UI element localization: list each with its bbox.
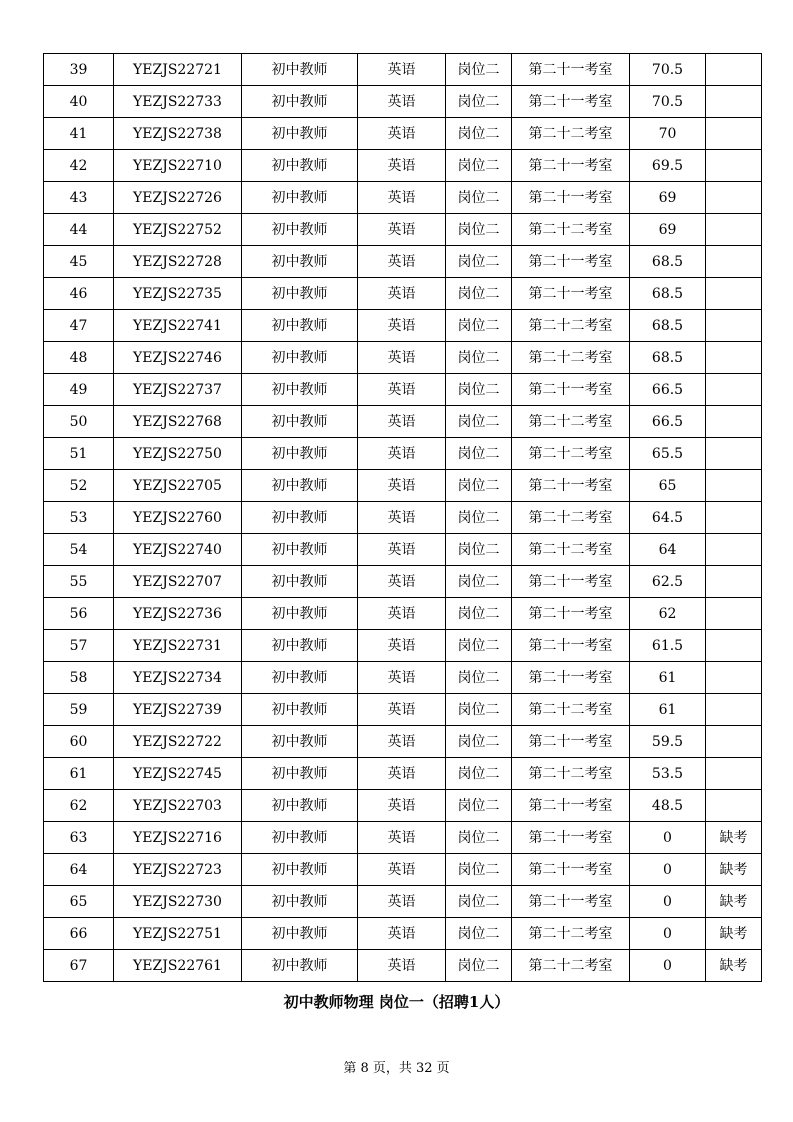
score-cell: 65 [630,470,706,502]
remark-cell [706,374,762,406]
exam-room-cell: 第二十一考室 [512,566,630,598]
exam-id-cell: YEZJS22731 [114,630,242,662]
exam-room-cell: 第二十一考室 [512,886,630,918]
remark-cell [706,726,762,758]
row-number-cell: 48 [44,342,114,374]
position-type-cell: 初中教师 [242,470,358,502]
row-number-cell: 66 [44,918,114,950]
position-type-cell: 初中教师 [242,918,358,950]
remark-cell [706,406,762,438]
exam-id-cell: YEZJS22760 [114,502,242,534]
exam-room-cell: 第二十一考室 [512,790,630,822]
row-number-cell: 57 [44,630,114,662]
subject-cell: 英语 [358,918,446,950]
exam-id-cell: YEZJS22738 [114,118,242,150]
subject-cell: 英语 [358,374,446,406]
score-cell: 59.5 [630,726,706,758]
position-type-cell: 初中教师 [242,310,358,342]
exam-room-cell: 第二十二考室 [512,694,630,726]
subject-cell: 英语 [358,854,446,886]
exam-room-cell: 第二十一考室 [512,374,630,406]
exam-id-cell: YEZJS22741 [114,310,242,342]
row-number-cell: 53 [44,502,114,534]
exam-id-cell: YEZJS22746 [114,342,242,374]
remark-cell: 缺考 [706,918,762,950]
table-row [44,630,762,662]
post-cell: 岗位二 [446,310,512,342]
exam-room-cell: 第二十二考室 [512,438,630,470]
exam-room-cell: 第二十二考室 [512,406,630,438]
position-type-cell: 初中教师 [242,246,358,278]
exam-room-cell: 第二十二考室 [512,534,630,566]
row-number-cell: 51 [44,438,114,470]
row-number-cell: 62 [44,790,114,822]
post-cell: 岗位二 [446,182,512,214]
table-row [44,598,762,630]
post-cell: 岗位二 [446,662,512,694]
exam-room-cell: 第二十一考室 [512,854,630,886]
score-cell: 68.5 [630,310,706,342]
results-table-body [44,54,762,982]
remark-cell [706,566,762,598]
post-cell: 岗位二 [446,566,512,598]
position-type-cell: 初中教师 [242,758,358,790]
exam-id-cell: YEZJS22740 [114,534,242,566]
exam-id-cell: YEZJS22722 [114,726,242,758]
post-cell: 岗位二 [446,598,512,630]
exam-room-cell: 第二十一考室 [512,150,630,182]
exam-id-cell: YEZJS22761 [114,950,242,982]
row-number-cell: 59 [44,694,114,726]
score-cell: 48.5 [630,790,706,822]
remark-cell [706,54,762,86]
post-cell: 岗位二 [446,854,512,886]
exam-id-cell: YEZJS22768 [114,406,242,438]
row-number-cell: 47 [44,310,114,342]
table-row [44,470,762,502]
row-number-cell: 61 [44,758,114,790]
post-cell: 岗位二 [446,54,512,86]
score-cell: 66.5 [630,374,706,406]
remark-cell [706,342,762,374]
table-row [44,854,762,886]
exam-id-cell: YEZJS22721 [114,54,242,86]
remark-cell: 缺考 [706,854,762,886]
score-cell: 68.5 [630,278,706,310]
score-cell: 62 [630,598,706,630]
post-cell: 岗位二 [446,694,512,726]
row-number-cell: 49 [44,374,114,406]
exam-room-cell: 第二十一考室 [512,86,630,118]
remark-cell [706,182,762,214]
position-type-cell: 初中教师 [242,502,358,534]
row-number-cell: 55 [44,566,114,598]
table-row [44,406,762,438]
post-cell: 岗位二 [446,374,512,406]
score-cell: 61 [630,694,706,726]
table-row [44,502,762,534]
row-number-cell: 45 [44,246,114,278]
subject-cell: 英语 [358,598,446,630]
table-row [44,726,762,758]
position-type-cell: 初中教师 [242,214,358,246]
table-row [44,534,762,566]
subject-cell: 英语 [358,54,446,86]
subject-cell: 英语 [358,342,446,374]
exam-room-cell: 第二十一考室 [512,246,630,278]
exam-id-cell: YEZJS22703 [114,790,242,822]
score-cell: 66.5 [630,406,706,438]
exam-id-cell: YEZJS22710 [114,150,242,182]
exam-room-cell: 第二十二考室 [512,950,630,982]
position-type-cell: 初中教师 [242,150,358,182]
remark-cell [706,662,762,694]
exam-id-cell: YEZJS22739 [114,694,242,726]
position-type-cell: 初中教师 [242,886,358,918]
remark-cell: 缺考 [706,822,762,854]
post-cell: 岗位二 [446,918,512,950]
exam-id-cell: YEZJS22728 [114,246,242,278]
exam-room-cell: 第二十一考室 [512,822,630,854]
position-type-cell: 初中教师 [242,950,358,982]
subject-cell: 英语 [358,182,446,214]
position-type-cell: 初中教师 [242,406,358,438]
post-cell: 岗位二 [446,950,512,982]
table-row [44,182,762,214]
remark-cell: 缺考 [706,950,762,982]
position-type-cell: 初中教师 [242,598,358,630]
position-type-cell: 初中教师 [242,118,358,150]
post-cell: 岗位二 [446,86,512,118]
remark-cell [706,86,762,118]
exam-room-cell: 第二十二考室 [512,758,630,790]
exam-id-cell: YEZJS22735 [114,278,242,310]
table-row [44,694,762,726]
section-title: 初中教师物理 岗位一（招聘1人） [283,993,510,1011]
score-cell: 69 [630,182,706,214]
row-number-cell: 46 [44,278,114,310]
row-number-cell: 54 [44,534,114,566]
score-cell: 0 [630,854,706,886]
post-cell: 岗位二 [446,150,512,182]
row-number-cell: 63 [44,822,114,854]
exam-id-cell: YEZJS22705 [114,470,242,502]
row-number-cell: 41 [44,118,114,150]
exam-id-cell: YEZJS22752 [114,214,242,246]
table-row [44,950,762,982]
post-cell: 岗位二 [446,534,512,566]
exam-id-cell: YEZJS22723 [114,854,242,886]
score-cell: 0 [630,822,706,854]
position-type-cell: 初中教师 [242,694,358,726]
subject-cell: 英语 [358,278,446,310]
subject-cell: 英语 [358,662,446,694]
score-cell: 0 [630,950,706,982]
score-cell: 70.5 [630,86,706,118]
remark-cell [706,246,762,278]
page-footer: 第 8 页，共 32 页 [343,1061,450,1076]
exam-id-cell: YEZJS22733 [114,86,242,118]
exam-room-cell: 第二十一考室 [512,598,630,630]
subject-cell: 英语 [358,726,446,758]
remark-cell [706,278,762,310]
post-cell: 岗位二 [446,726,512,758]
table-row [44,246,762,278]
score-cell: 61 [630,662,706,694]
table-row [44,150,762,182]
exam-room-cell: 第二十一考室 [512,662,630,694]
post-cell: 岗位二 [446,822,512,854]
table-row [44,86,762,118]
exam-id-cell: YEZJS22726 [114,182,242,214]
subject-cell: 英语 [358,438,446,470]
table-row [44,662,762,694]
position-type-cell: 初中教师 [242,534,358,566]
remark-cell [706,438,762,470]
score-cell: 65.5 [630,438,706,470]
remark-cell [706,502,762,534]
row-number-cell: 40 [44,86,114,118]
exam-room-cell: 第二十一考室 [512,54,630,86]
row-number-cell: 64 [44,854,114,886]
subject-cell: 英语 [358,86,446,118]
remark-cell [706,470,762,502]
post-cell: 岗位二 [446,790,512,822]
exam-room-cell: 第二十一考室 [512,182,630,214]
post-cell: 岗位二 [446,470,512,502]
position-type-cell: 初中教师 [242,54,358,86]
score-cell: 69 [630,214,706,246]
exam-id-cell: YEZJS22751 [114,918,242,950]
position-type-cell: 初中教师 [242,86,358,118]
exam-id-cell: YEZJS22737 [114,374,242,406]
table-row [44,214,762,246]
table-row [44,790,762,822]
score-cell: 70.5 [630,54,706,86]
row-number-cell: 67 [44,950,114,982]
post-cell: 岗位二 [446,502,512,534]
post-cell: 岗位二 [446,630,512,662]
position-type-cell: 初中教师 [242,854,358,886]
subject-cell: 英语 [358,470,446,502]
subject-cell: 英语 [358,534,446,566]
exam-room-cell: 第二十一考室 [512,278,630,310]
exam-room-cell: 第二十一考室 [512,470,630,502]
position-type-cell: 初中教师 [242,278,358,310]
table-row [44,118,762,150]
exam-id-cell: YEZJS22750 [114,438,242,470]
position-type-cell: 初中教师 [242,630,358,662]
score-cell: 69.5 [630,150,706,182]
subject-cell: 英语 [358,214,446,246]
exam-id-cell: YEZJS22707 [114,566,242,598]
position-type-cell: 初中教师 [242,822,358,854]
remark-cell [706,694,762,726]
score-cell: 64 [630,534,706,566]
exam-room-cell: 第二十二考室 [512,342,630,374]
post-cell: 岗位二 [446,406,512,438]
remark-cell: 缺考 [706,886,762,918]
row-number-cell: 39 [44,54,114,86]
table-row [44,438,762,470]
row-number-cell: 60 [44,726,114,758]
row-number-cell: 52 [44,470,114,502]
post-cell: 岗位二 [446,886,512,918]
row-number-cell: 65 [44,886,114,918]
subject-cell: 英语 [358,118,446,150]
table-row [44,918,762,950]
subject-cell: 英语 [358,566,446,598]
score-cell: 0 [630,886,706,918]
exam-room-cell: 第二十一考室 [512,630,630,662]
table-row [44,54,762,86]
remark-cell [706,118,762,150]
subject-cell: 英语 [358,758,446,790]
row-number-cell: 58 [44,662,114,694]
score-cell: 61.5 [630,630,706,662]
exam-id-cell: YEZJS22734 [114,662,242,694]
score-cell: 0 [630,918,706,950]
position-type-cell: 初中教师 [242,182,358,214]
table-row [44,566,762,598]
subject-cell: 英语 [358,822,446,854]
exam-id-cell: YEZJS22716 [114,822,242,854]
subject-cell: 英语 [358,950,446,982]
score-cell: 53.5 [630,758,706,790]
subject-cell: 英语 [358,502,446,534]
subject-cell: 英语 [358,790,446,822]
exam-room-cell: 第二十一考室 [512,726,630,758]
exam-room-cell: 第二十二考室 [512,310,630,342]
remark-cell [706,214,762,246]
exam-room-cell: 第二十二考室 [512,214,630,246]
remark-cell [706,790,762,822]
row-number-cell: 50 [44,406,114,438]
exam-id-cell: YEZJS22736 [114,598,242,630]
position-type-cell: 初中教师 [242,662,358,694]
exam-id-cell: YEZJS22730 [114,886,242,918]
remark-cell [706,630,762,662]
position-type-cell: 初中教师 [242,438,358,470]
subject-cell: 英语 [358,246,446,278]
subject-cell: 英语 [358,694,446,726]
results-table [43,53,762,982]
exam-room-cell: 第二十二考室 [512,118,630,150]
row-number-cell: 42 [44,150,114,182]
row-number-cell: 43 [44,182,114,214]
post-cell: 岗位二 [446,214,512,246]
exam-room-cell: 第二十二考室 [512,502,630,534]
table-row [44,342,762,374]
post-cell: 岗位二 [446,438,512,470]
score-cell: 62.5 [630,566,706,598]
score-cell: 68.5 [630,342,706,374]
subject-cell: 英语 [358,630,446,662]
score-cell: 64.5 [630,502,706,534]
post-cell: 岗位二 [446,342,512,374]
position-type-cell: 初中教师 [242,566,358,598]
position-type-cell: 初中教师 [242,726,358,758]
score-cell: 70 [630,118,706,150]
post-cell: 岗位二 [446,278,512,310]
exam-room-cell: 第二十二考室 [512,918,630,950]
score-cell: 68.5 [630,246,706,278]
subject-cell: 英语 [358,150,446,182]
remark-cell [706,598,762,630]
table-row [44,374,762,406]
remark-cell [706,534,762,566]
table-row [44,278,762,310]
post-cell: 岗位二 [446,118,512,150]
table-row [44,310,762,342]
exam-id-cell: YEZJS22745 [114,758,242,790]
post-cell: 岗位二 [446,246,512,278]
position-type-cell: 初中教师 [242,374,358,406]
table-row [44,886,762,918]
subject-cell: 英语 [358,310,446,342]
table-row [44,822,762,854]
subject-cell: 英语 [358,886,446,918]
subject-cell: 英语 [358,406,446,438]
remark-cell [706,150,762,182]
remark-cell [706,758,762,790]
row-number-cell: 44 [44,214,114,246]
table-row [44,758,762,790]
position-type-cell: 初中教师 [242,790,358,822]
post-cell: 岗位二 [446,758,512,790]
remark-cell [706,310,762,342]
row-number-cell: 56 [44,598,114,630]
position-type-cell: 初中教师 [242,342,358,374]
